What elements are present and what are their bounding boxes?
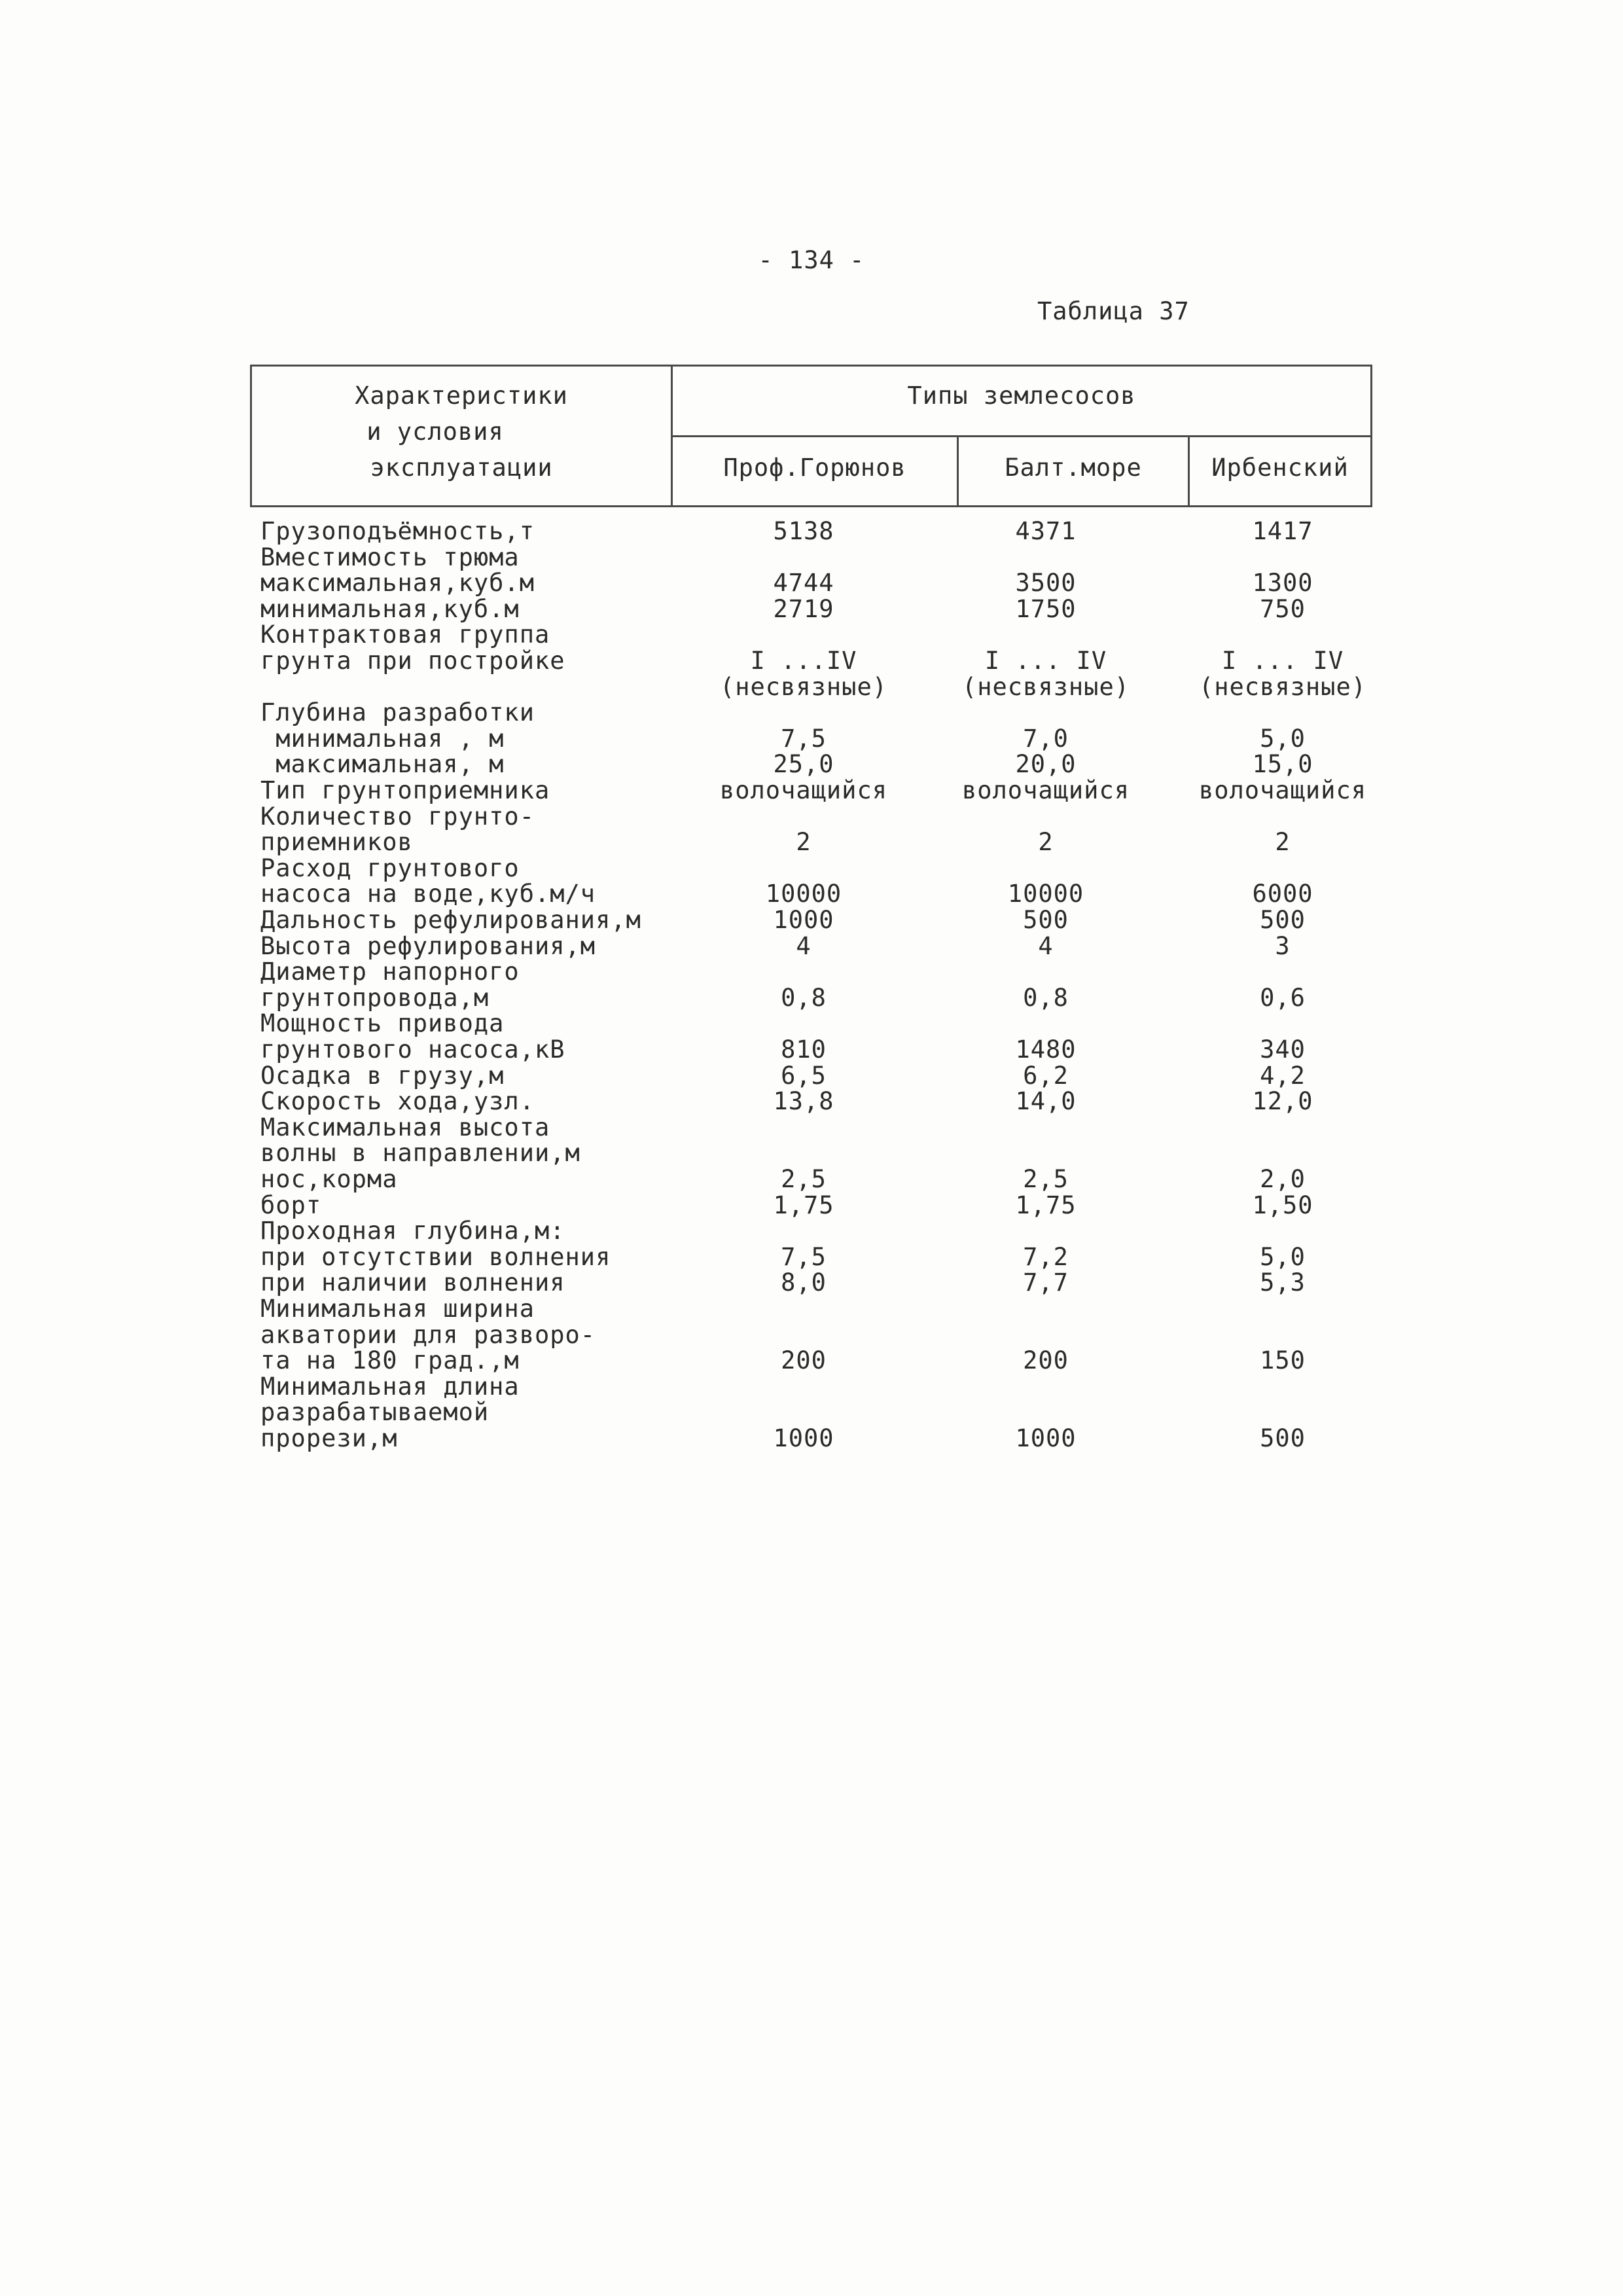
row-value: 500 — [1023, 906, 1069, 934]
row-value: 340 — [1260, 1035, 1306, 1064]
row-value: 20,0 — [1015, 750, 1077, 779]
row-value: 14,0 — [1015, 1087, 1077, 1116]
row-value: 7,5 — [781, 1242, 827, 1271]
row-value: 6000 — [1252, 880, 1313, 908]
row-label: акватории для разворо- — [260, 1320, 596, 1349]
row-value: 10000 — [765, 880, 842, 908]
header-characteristics-line: Характеристики — [355, 382, 568, 410]
row-value: 150 — [1260, 1346, 1306, 1375]
header-mid-rule — [671, 435, 1372, 437]
row-label: максимальная,куб.м — [260, 569, 535, 598]
row-label: разрабатываемой — [260, 1398, 490, 1427]
row-value: 1417 — [1252, 517, 1313, 545]
row-label: грунта при постройке — [260, 647, 565, 675]
row-value: 3 — [1275, 931, 1291, 960]
row-label: грунтового насоса,кВ — [260, 1035, 565, 1064]
row-value: 7,5 — [781, 724, 827, 753]
row-value: 4 — [1038, 931, 1054, 960]
column-header: Балт.море — [1005, 454, 1142, 482]
row-value: 2,5 — [1023, 1165, 1069, 1193]
page-number: - 134 - — [758, 246, 865, 274]
row-value: 7,7 — [1023, 1268, 1069, 1297]
row-label: волны в направлении,м — [260, 1139, 580, 1168]
row-value: 2 — [1275, 828, 1291, 857]
row-label: Минимальная ширина — [260, 1295, 535, 1323]
row-value: (несвязные) — [719, 672, 888, 701]
row-label: при отсутствии волнения — [260, 1242, 611, 1271]
row-label: Минимальная длина — [260, 1372, 520, 1401]
row-value: 1,50 — [1252, 1191, 1313, 1219]
row-value: 15,0 — [1252, 750, 1313, 779]
row-label: нос,корма — [260, 1165, 398, 1193]
header-characteristics-line: и условия — [366, 418, 504, 446]
row-value: 2,0 — [1260, 1165, 1306, 1193]
row-value: 4,2 — [1260, 1061, 1306, 1090]
row-value: 750 — [1260, 594, 1306, 623]
row-value: 1000 — [773, 906, 834, 934]
row-value: 8,0 — [781, 1268, 827, 1297]
row-value: 3500 — [1015, 569, 1077, 598]
row-value: 7,0 — [1023, 724, 1069, 753]
row-value: 1000 — [773, 1424, 834, 1452]
row-label: Осадка в грузу,м — [260, 1061, 505, 1090]
row-value: 0,8 — [1023, 983, 1069, 1012]
row-value: 1480 — [1015, 1035, 1077, 1064]
header-characteristics-line: эксплуатации — [370, 454, 553, 482]
row-value: 7,2 — [1023, 1242, 1069, 1271]
header-bottom-rule — [250, 505, 1372, 507]
row-value: 2 — [1038, 828, 1054, 857]
row-value: 1,75 — [773, 1191, 834, 1219]
row-value: 0,8 — [781, 983, 827, 1012]
row-label: Грузоподъёмность,т — [260, 517, 535, 545]
row-label: та на 180 град.,м — [260, 1346, 520, 1375]
row-label: минимальная,куб.м — [260, 594, 520, 623]
row-label: максимальная, м — [260, 750, 505, 779]
row-value: волочащийся — [1198, 776, 1367, 804]
row-label: Максимальная высота — [260, 1113, 550, 1141]
row-value: 0,6 — [1260, 983, 1306, 1012]
row-label: Диаметр напорного — [260, 958, 520, 986]
row-value: 5,0 — [1260, 1242, 1306, 1271]
header-group-title: Типы землесосов — [907, 382, 1136, 410]
row-value: I ...IV — [750, 647, 857, 675]
row-value: 13,8 — [773, 1087, 834, 1116]
row-label: грунтопровода,м — [260, 983, 490, 1012]
row-value: 5138 — [773, 517, 834, 545]
row-value: 500 — [1260, 1424, 1306, 1452]
row-value: 1000 — [1015, 1424, 1077, 1452]
row-value: 4 — [796, 931, 812, 960]
header-right-border — [1370, 365, 1372, 507]
row-value: 4744 — [773, 569, 834, 598]
row-value: 5,3 — [1260, 1268, 1306, 1297]
row-label: Глубина разработки — [260, 698, 535, 727]
row-value: 25,0 — [773, 750, 834, 779]
row-value: 5,0 — [1260, 724, 1306, 753]
row-label: минимальная , м — [260, 724, 505, 753]
row-value: 4371 — [1015, 517, 1077, 545]
row-value: 2 — [796, 828, 812, 857]
row-label: прорези,м — [260, 1424, 398, 1452]
row-label: Расход грунтового — [260, 853, 520, 882]
row-label: Скорость хода,узл. — [260, 1087, 535, 1116]
row-value: (несвязные) — [961, 672, 1130, 701]
row-value: I ... IV — [984, 647, 1107, 675]
row-value: 10000 — [1007, 880, 1084, 908]
row-value: 6,5 — [781, 1061, 827, 1090]
column-header: Проф.Горюнов — [723, 454, 906, 482]
row-value: 200 — [781, 1346, 827, 1375]
row-value: 1750 — [1015, 594, 1077, 623]
row-label: при наличии волнения — [260, 1268, 565, 1297]
row-value: 810 — [781, 1035, 827, 1064]
row-value: I ... IV — [1221, 647, 1344, 675]
row-label: Тип грунтоприемника — [260, 776, 550, 804]
row-label: борт — [260, 1191, 322, 1219]
row-label: Дальность рефулирования,м — [260, 906, 641, 934]
row-value: 1,75 — [1015, 1191, 1077, 1219]
row-value: 1300 — [1252, 569, 1313, 598]
row-label: насоса на воде,куб.м/ч — [260, 880, 596, 908]
row-label: Контрактовая группа — [260, 620, 550, 649]
row-value: волочащийся — [719, 776, 888, 804]
row-label: Вместимость трюма — [260, 543, 520, 571]
row-label: Мощность привода — [260, 1009, 505, 1038]
row-value: (несвязные) — [1198, 672, 1367, 701]
row-label: Высота рефулирования,м — [260, 931, 596, 960]
row-value: волочащийся — [961, 776, 1130, 804]
row-label: Количество грунто- — [260, 802, 535, 831]
row-label: Проходная глубина,м: — [260, 1217, 565, 1246]
column-header: Ирбенский — [1211, 454, 1349, 482]
row-label: приемников — [260, 828, 413, 857]
row-value: 500 — [1260, 906, 1306, 934]
table-caption: Таблица 37 — [1037, 297, 1190, 325]
row-value: 12,0 — [1252, 1087, 1313, 1116]
row-value: 6,2 — [1023, 1061, 1069, 1090]
header-top-rule — [250, 365, 1372, 367]
row-value: 200 — [1023, 1346, 1069, 1375]
row-value: 2719 — [773, 594, 834, 623]
row-value: 2,5 — [781, 1165, 827, 1193]
